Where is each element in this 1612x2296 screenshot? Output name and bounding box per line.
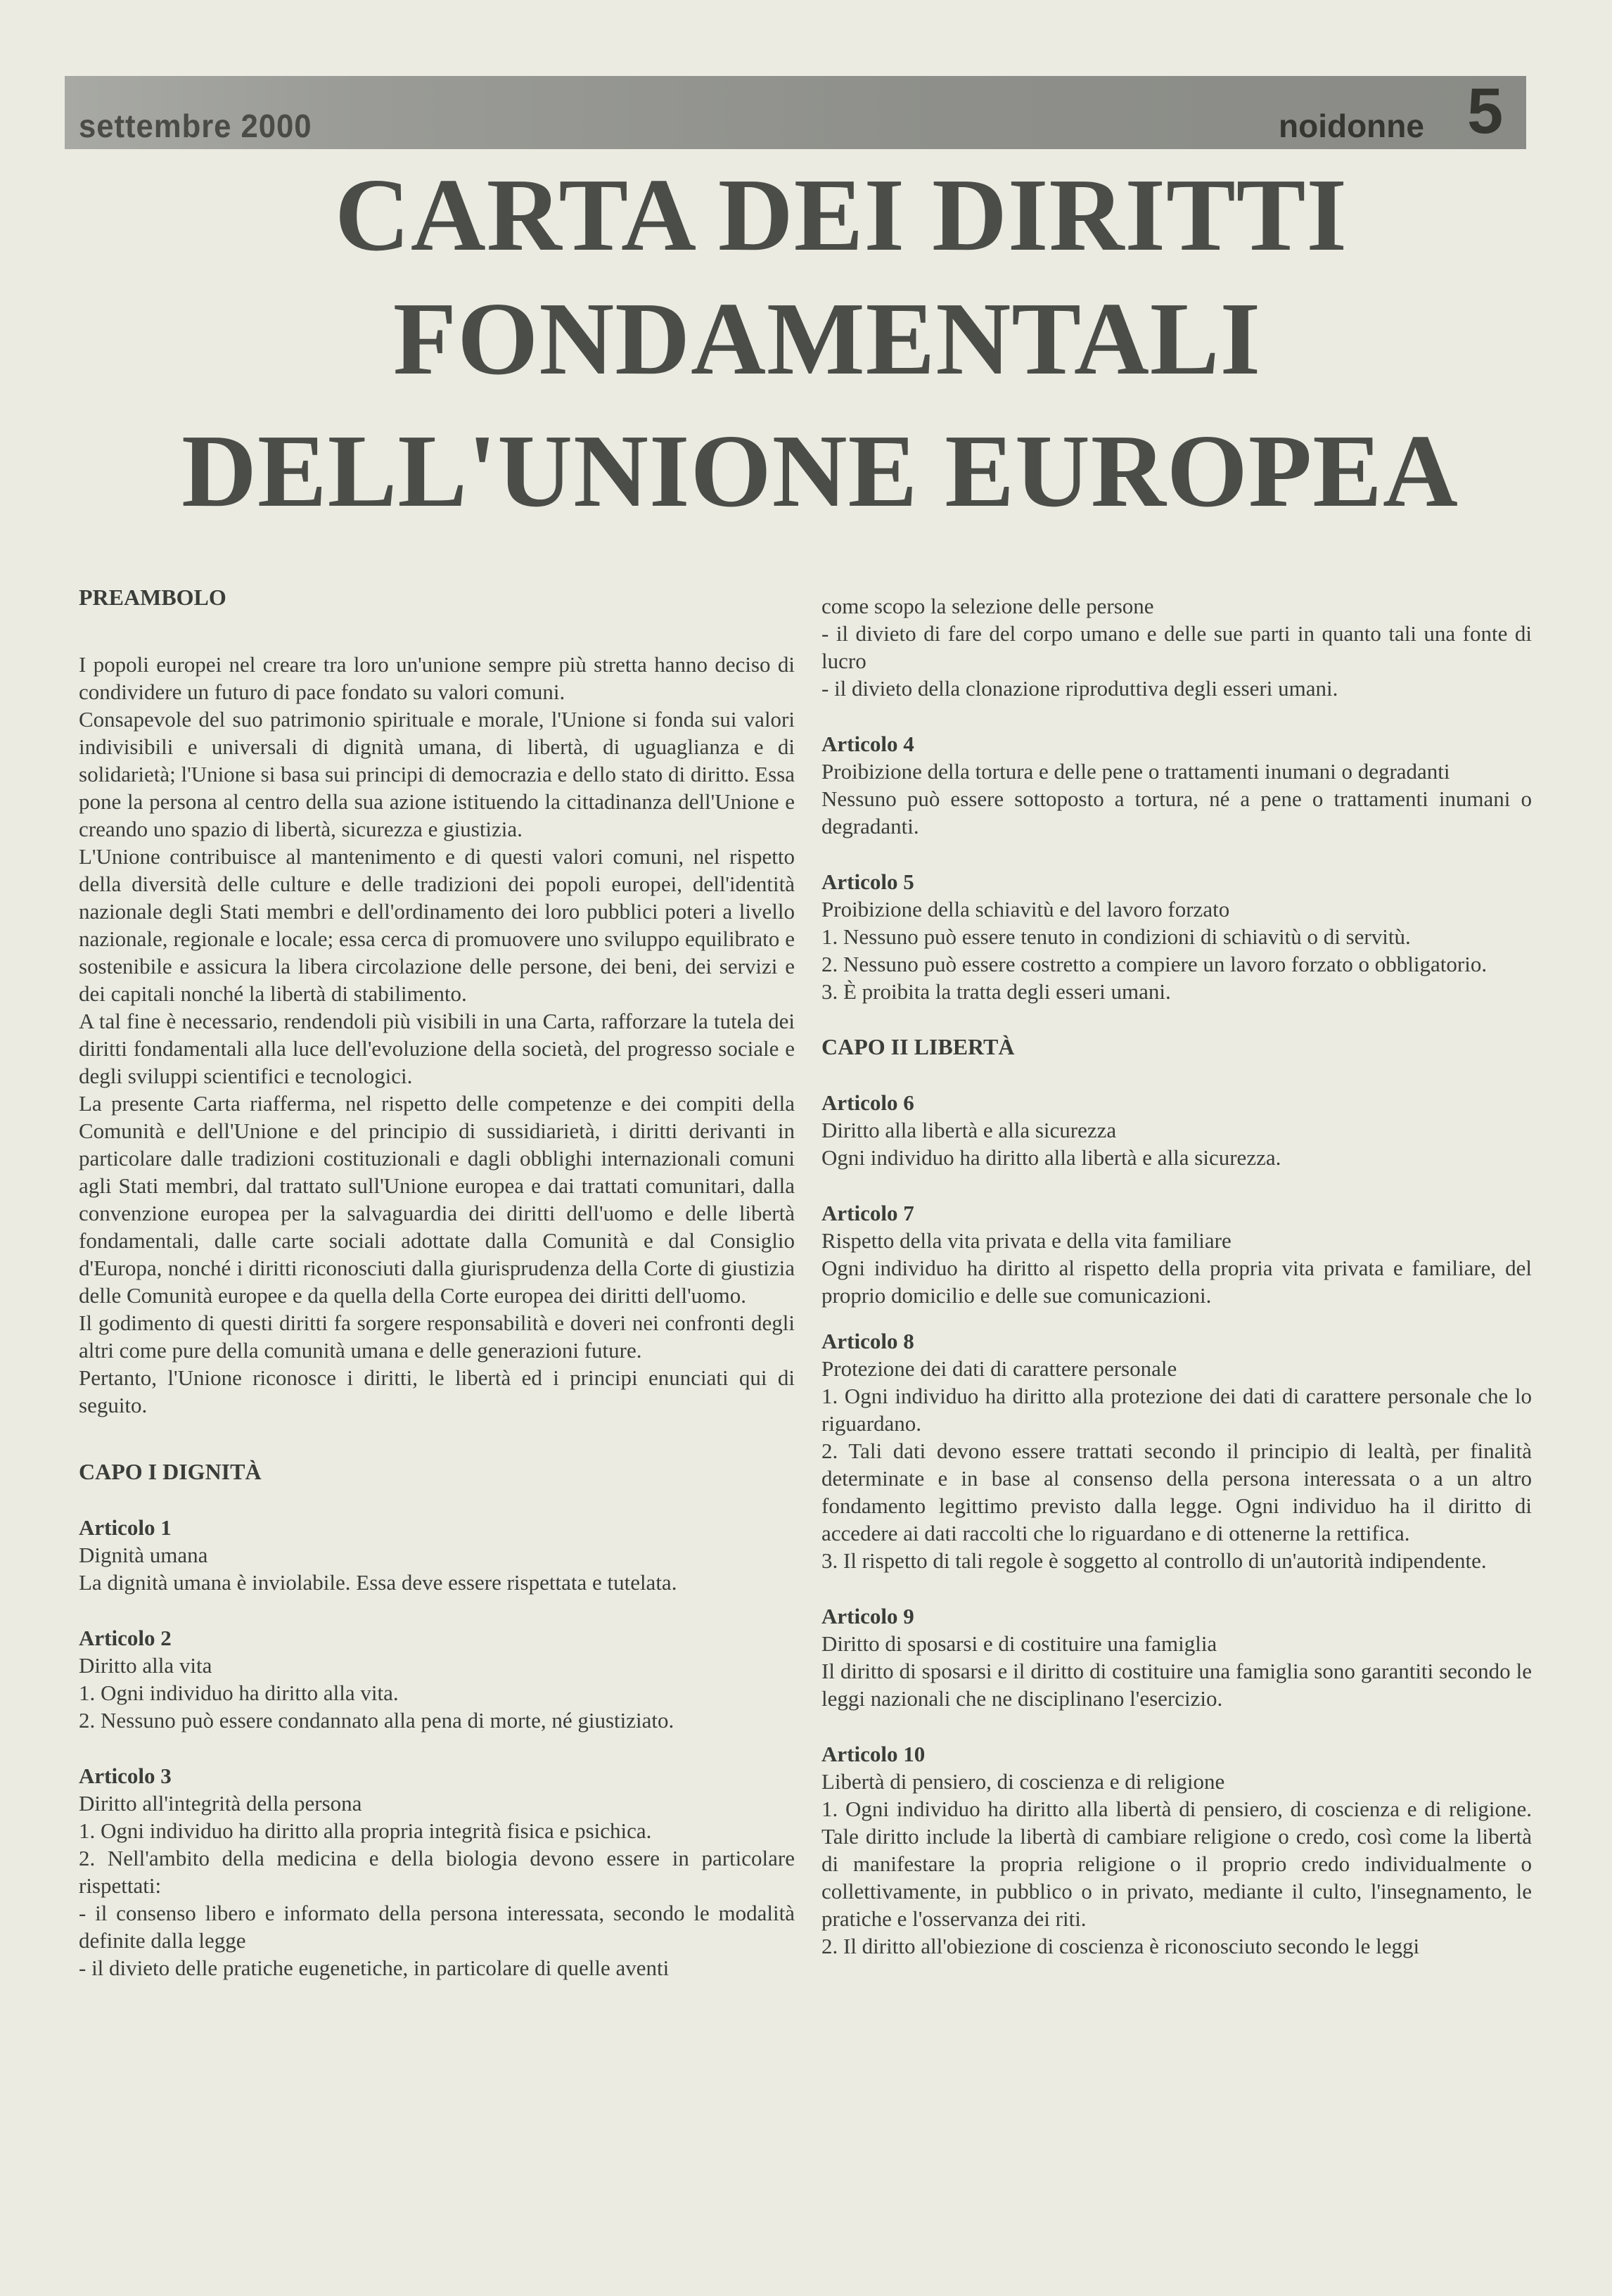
article-2-heading: Articolo 2	[79, 1626, 172, 1650]
left-column	[79, 584, 795, 1982]
article-3-text: - il divieto della clonazione riproduttiva degli esseri umani.	[821, 676, 1338, 701]
preamble-heading: PREAMBOLO	[79, 585, 226, 610]
article-2-text: 1. Ogni individuo ha diritto alla vita.	[79, 1680, 399, 1705]
preamble-paragraph: A tal fine è necessario, rendendoli più visibili in una Carta, rafforzare la tutela dei diritti fondamentali alla luce dell'evoluzione della società, del progresso sociale e degli sviluppi scientifici e tecnologici.	[79, 1009, 795, 1088]
article-3-text: 2. Nell'ambito della medicina e della biologia devono essere in particolare rispettati:	[79, 1846, 795, 1898]
page-number: 5	[1467, 75, 1504, 147]
article-6-text: Ogni individuo ha diritto alla libertà e alla sicurezza.	[821, 1145, 1281, 1170]
preamble-paragraph: Consapevole del suo patrimonio spirituale e morale, l'Unione si fonda sui valori indivisibili e universali di dignità umana, di libertà, di uguaglianza e di solidarietà; l'Unione si basa sui principi di democrazia e dello stato di diritto. Essa pone la persona al centro della sua azione istituendo la cittadinanza dell'Unione e creando uno spazio di libertà, sicurezza e giustizia.	[79, 707, 795, 841]
article-10-title: Libertà di pensiero, di coscienza e di religione	[821, 1769, 1225, 1794]
title-line-3: DELL'UNIONE EUROPEA	[181, 414, 1459, 529]
article-2-text: 2. Nessuno può essere condannato alla pena di morte, né giustiziato.	[79, 1708, 674, 1733]
preamble-paragraph: Pertanto, l'Unione riconosce i diritti, le libertà ed i principi enunciati qui di seguito.	[79, 1365, 795, 1417]
article-1-heading: Articolo 1	[79, 1515, 172, 1540]
article-6-title: Diritto alla libertà e alla sicurezza	[821, 1118, 1117, 1142]
issue-date: settembre 2000	[79, 108, 312, 144]
preamble-paragraph: Il godimento di questi diritti fa sorgere responsabilità e doveri nei confronti degli altri come pure della comunità umana e delle generazioni future.	[79, 1310, 795, 1363]
article-6-heading: Articolo 6	[821, 1090, 914, 1115]
article-3-heading: Articolo 3	[79, 1764, 172, 1788]
article-7-heading: Articolo 7	[821, 1201, 914, 1225]
article-8-heading: Articolo 8	[821, 1329, 914, 1353]
article-4-text: Nessuno può essere sottoposto a tortura, né a pene o trattamenti inumani o degradanti.	[821, 786, 1532, 838]
magazine-name: noidonne	[1279, 108, 1424, 144]
article-10-text: 2. Il diritto all'obiezione di coscienza è riconosciuto secondo le leggi	[821, 1934, 1420, 1958]
article-9-text: Il diritto di sposarsi e il diritto di costituire una famiglia sono garantiti secondo le leggi nazionali che ne disciplinano l'esercizio.	[821, 1659, 1532, 1711]
article-3-text: - il divieto delle pratiche eugenetiche, in particolare di quelle aventi	[79, 1956, 670, 1980]
chapter-2-heading: CAPO II LIBERTÀ	[821, 1034, 1015, 1059]
article-7-title: Rispetto della vita privata e della vita familiare	[821, 1228, 1232, 1253]
article-7-text: Ogni individuo ha diritto al rispetto della propria vita privata e familiare, del proprio domicilio e delle sue comunicazioni.	[821, 1256, 1532, 1308]
article-9-title: Diritto di sposarsi e di costituire una famiglia	[821, 1631, 1217, 1656]
article-9-heading: Articolo 9	[821, 1604, 914, 1628]
article-5-text: 1. Nessuno può essere tenuto in condizioni di schiavitù o di servitù.	[821, 924, 1411, 949]
article-2-title: Diritto alla vita	[79, 1653, 212, 1678]
title-line-2: FONDAMENTALI	[392, 281, 1262, 397]
article-8-text: 1. Ogni individuo ha diritto alla protezione dei dati di carattere personale che lo riguardano.	[821, 1384, 1532, 1436]
article-10-heading: Articolo 10	[821, 1742, 926, 1766]
preamble-paragraph: I popoli europei nel creare tra loro un'unione sempre più stretta hanno deciso di condividere un futuro di pace fondato su valori comuni.	[79, 652, 795, 704]
article-8-text: 3. Il rispetto di tali regole è soggetto al controllo di un'autorità indipendente.	[821, 1548, 1487, 1573]
article-5-heading: Articolo 5	[821, 869, 914, 894]
article-4-heading: Articolo 4	[821, 732, 914, 756]
article-3-text: - il divieto di fare del corpo umano e delle sue parti in quanto tali una fonte di lucro	[821, 621, 1532, 673]
article-1-title: Dignità umana	[79, 1543, 208, 1567]
chapter-1-heading: CAPO I DIGNITÀ	[79, 1459, 262, 1484]
article-5-title: Proibizione della schiavitù e del lavoro forzato	[821, 897, 1230, 921]
article-8-title: Protezione dei dati di carattere personale	[821, 1356, 1177, 1381]
article-5-text: 2. Nessuno può essere costretto a compiere un lavoro forzato o obbligatorio.	[821, 952, 1488, 976]
title-line-1: CARTA DEI DIRITTI	[334, 158, 1348, 273]
article-8-text: 2. Tali dati devono essere trattati secondo il principio di lealtà, per finalità determinate e in base al consenso della persona interessata o a un altro fondamento legittimo previsto dalla legge. Ogni individuo ha il diritto di accedere ai dati raccolti che lo riguardano e di ottenerne la rettifica.	[821, 1439, 1532, 1545]
article-5-text: 3. È proibita la tratta degli esseri umani.	[821, 979, 1171, 1004]
article-1-text: La dignità umana è inviolabile. Essa deve essere rispettata e tutelata.	[79, 1570, 677, 1595]
article-3-text: 1. Ogni individuo ha diritto alla propria integrità fisica e psichica.	[79, 1818, 652, 1843]
article-3-text: come scopo la selezione delle persone	[821, 594, 1154, 618]
right-column	[821, 592, 1532, 1960]
preamble-paragraph: La presente Carta riafferma, nel rispetto delle competenze e dei compiti della Comunità e dell'Unione e del principio di sussidiarietà, i diritti derivanti in particolare dalle tradizioni costituzionali e dagli obblighi internazionali comuni agli Stati membri, dal trattato sull'Unione europea e dai trattati comunitari, dalla convenzione europea per la salvaguardia dei diritti dell'uomo e delle libertà fondamentali, dalle carte sociali adottate dalla Comunità e dal Consiglio d'Europa, nonché i diritti riconosciuti dalla giurisprudenza della Corte di giustizia delle Comunità europee e da quella della Corte europea dei diritti dell'uomo.	[79, 1091, 795, 1308]
article-4-title: Proibizione della tortura e delle pene o trattamenti inumani o degradanti	[821, 759, 1450, 784]
article-3-text: - il consenso libero e informato della persona interessata, secondo le modalità definite dalla legge	[79, 1901, 795, 1953]
article-3-title: Diritto all'integrità della persona	[79, 1791, 362, 1816]
article-10-text: 1. Ogni individuo ha diritto alla libertà di pensiero, di coscienza e di religione. Tale diritto include la libertà di cambiare religione o credo, così come la libertà di manifestare la propria religione o il proprio credo individualmente o collettivamente, in pubblico o in privato, mediante il culto, l'insegnamento, le pratiche e l'osservanza dei riti.	[821, 1797, 1532, 1931]
preamble-paragraph: L'Unione contribuisce al mantenimento e di questi valori comuni, nel rispetto della diversità delle culture e delle tradizioni dei popoli europei, dell'identità nazionale degli Stati membri e dell'ordinamento dei loro pubblici poteri a livello nazionale, regionale e locale; essa cerca di promuovere uno sviluppo equilibrato e sostenibile e assicura la libera circolazione delle persone, dei beni, dei servizi e dei capitali nonché la libertà di stabilimento.	[79, 844, 795, 1006]
